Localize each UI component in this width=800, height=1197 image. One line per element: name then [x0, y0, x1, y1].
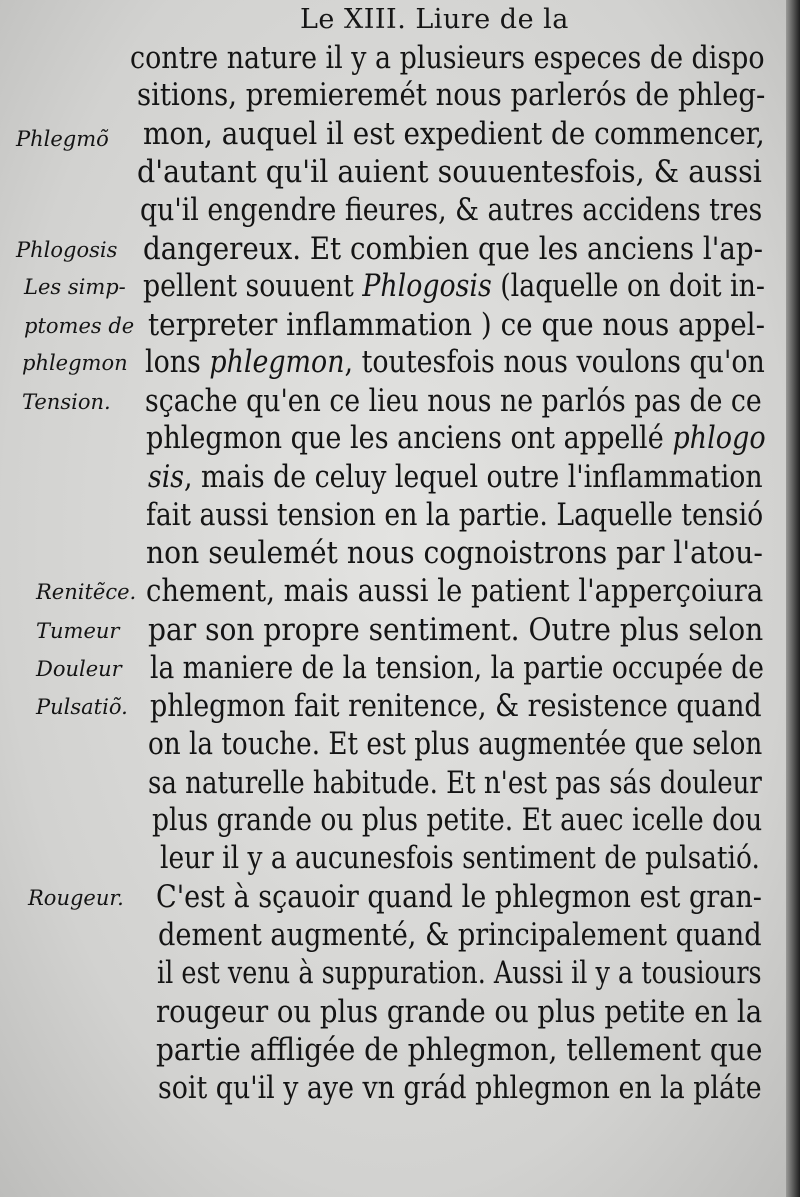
- text-span: non seulemét nous cognoistrons par l'atou-: [146, 536, 763, 571]
- text-line: [152, 802, 762, 840]
- margin-note: Phlegmõ: [16, 127, 109, 151]
- margin-note: Tumeur: [36, 619, 120, 643]
- text-line: [146, 497, 763, 535]
- text-line: [157, 955, 762, 993]
- text-span: d'autant qu'il auient souuentesfois, & aussi: [137, 155, 762, 190]
- text-line: [143, 268, 765, 306]
- text-span: par son propre sentiment. Outre plus selon: [148, 613, 764, 648]
- italic-term: phlogo: [672, 421, 766, 456]
- margin-note: Rougeur.: [28, 886, 124, 910]
- text-line: [145, 383, 762, 421]
- text-span: contre nature il y a plusieurs especes de dispo: [130, 41, 765, 76]
- text-span: phlegmon fait renitence, & resistence quand: [150, 689, 762, 724]
- text-line: [143, 116, 765, 154]
- text-line: [137, 154, 762, 192]
- text-span: sçache qu'en ce lieu nous ne parlós pas de ce: [145, 384, 762, 419]
- margin-note: Les simp-: [24, 275, 126, 299]
- margin-note: Renitẽce.: [36, 580, 137, 604]
- text-span: sa naturelle habitude. Et n'est pas sás douleur: [148, 766, 762, 801]
- text-line: [148, 612, 763, 650]
- margin-note: Phlogosis: [16, 238, 118, 262]
- text-line: [148, 307, 765, 345]
- text-span: la maniere de la tension, la partie occupée de: [150, 651, 764, 686]
- text-line: [145, 344, 765, 382]
- text-line: [140, 192, 762, 230]
- text-line: [156, 994, 762, 1032]
- text-span: soit qu'il y aye vn grád phlegmon en la pláte: [158, 1071, 762, 1106]
- page-edge-shadow: [786, 0, 800, 1197]
- text-span: terpreter inflammation ) ce que nous appel-: [148, 308, 765, 343]
- text-line: [158, 917, 762, 955]
- text-span: chement, mais aussi le patient l'apperçoiura: [146, 574, 764, 609]
- text-line: [146, 573, 763, 611]
- margin-note: Douleur: [36, 657, 122, 681]
- text-line: [156, 1032, 762, 1070]
- text-span: fait aussi tension en la partie. Laquelle tensió: [146, 498, 764, 533]
- text-span: mon, auquel il est expedient de commencer,: [143, 117, 765, 152]
- margin-note: ptomes de: [24, 314, 135, 338]
- text-span: , toutesfois nous voulons qu'on: [344, 345, 765, 380]
- text-span: pellent souuent: [143, 269, 363, 304]
- text-span: on la touche. Et est plus augmentée que selon: [148, 727, 763, 762]
- text-line: [150, 650, 764, 688]
- text-line: [156, 879, 762, 917]
- text-line: [137, 77, 765, 115]
- text-span: dement augmenté, & principalement quand: [158, 918, 762, 953]
- text-line: [148, 459, 763, 497]
- text-span: sitions, premieremét nous parlerós de phleg-: [137, 78, 766, 113]
- text-line: [148, 726, 762, 764]
- text-line: [146, 420, 766, 458]
- text-line: [160, 840, 760, 878]
- text-span: leur il y a aucunesfois sentiment de pulsatió.: [160, 841, 760, 876]
- text-span: il est venu à suppuration. Aussi il y a tousiours: [157, 956, 762, 991]
- italic-term: sis: [148, 460, 185, 495]
- text-span: plus grande ou plus petite. Et auec icelle dou: [152, 803, 763, 838]
- text-line: [146, 535, 763, 573]
- text-line: [143, 231, 763, 269]
- text-line: [130, 40, 765, 78]
- margin-note: Tension.: [22, 390, 111, 414]
- text-span: lons: [145, 345, 210, 380]
- text-span: (laquelle on doit in-: [491, 269, 765, 304]
- margin-note: phlegmon: [22, 351, 128, 375]
- text-span: qu'il engendre fieures, & autres accidens tres: [140, 193, 763, 228]
- text-span: partie affligée de phlegmon, tellement que: [156, 1033, 763, 1068]
- italic-term: Phlogosis: [362, 269, 492, 304]
- text-span: rougeur ou plus grande ou plus petite en la: [156, 995, 763, 1030]
- text-line: [148, 765, 762, 803]
- text-line: [150, 688, 762, 726]
- text-span: phlegmon que les anciens ont appellé: [146, 421, 673, 456]
- text-line: [158, 1070, 762, 1108]
- margin-note: Pulsatiõ.: [36, 695, 128, 719]
- italic-term: phlegmon: [209, 345, 345, 380]
- text-span: dangereux. Et combien que les anciens l'ap-: [143, 232, 763, 267]
- text-span: C'est à sçauoir quand le phlegmon est gran-: [156, 880, 762, 915]
- text-span: , mais de celuy lequel outre l'inflammation: [184, 460, 763, 495]
- running-header: Le XIII. Liure de la: [300, 4, 569, 35]
